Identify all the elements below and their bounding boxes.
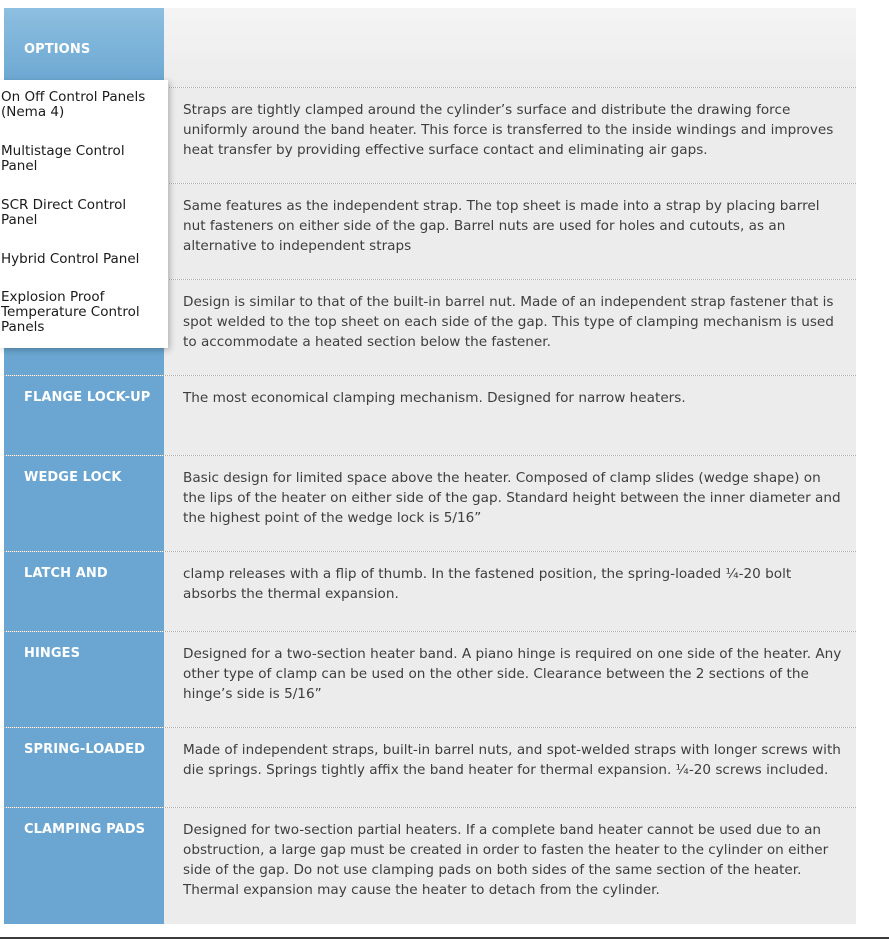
row-label: LATCH AND bbox=[4, 552, 164, 631]
control-panels-dropdown-menu bbox=[0, 80, 168, 348]
table-row bbox=[4, 632, 856, 728]
row-label: FLANGE LOCK-UP bbox=[4, 376, 164, 455]
header-description bbox=[164, 8, 856, 87]
table-row bbox=[4, 728, 856, 808]
table-header-row bbox=[4, 8, 856, 88]
row-description: Straps are tightly clamped around the cylinder’s surface and distribute the drawing force uniformly around the band heater. This force is transferred to the inside windings and improves heat transfer by providing effective surface contact and eliminating air gaps. bbox=[164, 88, 856, 183]
options-header: OPTIONS bbox=[4, 8, 164, 87]
table-row bbox=[4, 456, 856, 552]
row-description: Same features as the independent strap. The top sheet is made into a strap by placing barrel nut fasteners on either side of the gap. Barrel nuts are used for holes and cutouts, as an alternative to independent straps bbox=[164, 184, 856, 279]
menu-item-hybrid-control-panel[interactable]: Hybrid Control Panel bbox=[1, 251, 140, 267]
row-label: HINGES bbox=[4, 632, 164, 727]
row-label: CLAMPING PADS bbox=[4, 808, 164, 924]
row-description: Designed for two-section partial heaters. If a complete band heater cannot be used due to an obstruction, a large gap must be created in order to fasten the heater to the cylinder on either side of the gap. Do not use clamping pads on both sides of the same section of the heater. Thermal expansion may cause the heater to detach from the cylinder. bbox=[164, 808, 856, 924]
table-row bbox=[4, 376, 856, 456]
table-row bbox=[4, 552, 856, 632]
row-description: Design is similar to that of the built-in barrel nut. Made of an independent strap fastener that is spot welded to the top sheet on each side of the gap. This type of clamping mechanism is used to accommodate a heated section below the fastener. bbox=[164, 280, 856, 375]
row-description: The most economical clamping mechanism. Designed for narrow heaters. bbox=[164, 376, 856, 455]
menu-item-scr-direct-control-panel[interactable]: SCR Direct Control Panel bbox=[1, 197, 127, 228]
menu-item-on-off-control-panels[interactable]: On Off Control Panels (Nema 4) bbox=[1, 89, 146, 120]
row-label: WEDGE LOCK bbox=[4, 456, 164, 551]
menu-item-multistage-control-panel[interactable]: Multistage Control Panel bbox=[1, 143, 125, 174]
row-description: Designed for a two-section heater band. A piano hinge is required on one side of the heater. Any other type of clamp can be used on the other side. Clearance between the 2 sections of the hinge’s side is 5/16” bbox=[164, 632, 856, 727]
row-description: clamp releases with a flip of thumb. In the fastened position, the spring-loaded ¼-20 bolt absorbs the thermal expansion. bbox=[164, 552, 856, 631]
table-row bbox=[4, 808, 856, 924]
row-description: Made of independent straps, built-in barrel nuts, and spot-welded straps with longer screws with die springs. Springs tightly affix the band heater for thermal expansion. ¼-20 screws included. bbox=[164, 728, 856, 807]
bottom-divider bbox=[0, 937, 889, 939]
row-description: Basic design for limited space above the heater. Composed of clamp slides (wedge shape) on the lips of the heater on either side of the gap. Standard height between the inner diameter and the highest point of the wedge lock is 5/16” bbox=[164, 456, 856, 551]
menu-item-explosion-proof-panels[interactable]: Explosion Proof Temperature Control Panels bbox=[1, 289, 140, 335]
row-label: SPRING-LOADED bbox=[4, 728, 164, 807]
